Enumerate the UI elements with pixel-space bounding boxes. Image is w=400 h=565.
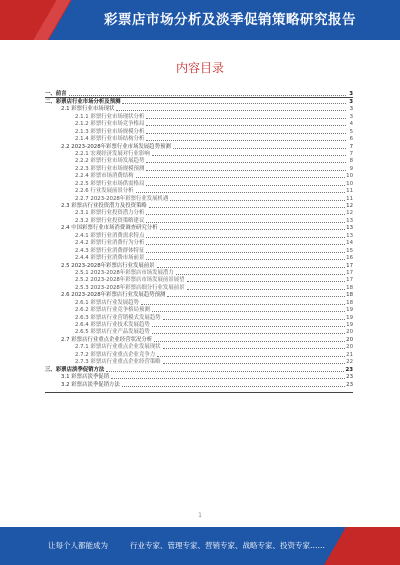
toc-entry-label: 2.3 彩票店行业投资潜力及投资策略: [61, 203, 147, 209]
toc-entry-page: 15: [346, 247, 353, 254]
toc-leader-dots: [146, 259, 345, 260]
toc-entry-page: 3: [349, 106, 353, 113]
toc-entry-label: 2.7.1 彩票店行业重点企业发展现状: [75, 344, 161, 351]
toc-leader-dots: [146, 118, 346, 119]
toc-entry-page: 23: [345, 366, 353, 373]
toc-entry[interactable]: [45, 112, 353, 119]
toc-entry-label: 2.1.3 彩票行业市场规模分析: [75, 128, 145, 135]
toc-entry-page: 13: [346, 232, 353, 239]
toc-entry-label: 2.1.2 彩票行业市场竞争格局: [75, 121, 145, 128]
toc-entry-label: 2.3.2 彩票行业投资策略建议: [75, 217, 145, 224]
toc-entry[interactable]: [45, 135, 353, 142]
toc-entry-page: 20: [346, 329, 353, 336]
toc-leader-dots: [154, 341, 345, 342]
toc-entry-page: 20: [346, 344, 353, 351]
toc-leader-dots: [122, 103, 346, 104]
toc-entry[interactable]: [45, 224, 353, 231]
toc-leader-dots: [167, 296, 345, 297]
toc-entry[interactable]: [45, 306, 353, 313]
toc-leader-dots: [69, 95, 346, 96]
toc-leader-dots: [146, 140, 346, 141]
toc-leader-dots: [173, 148, 346, 149]
toc-entry-page: 9: [349, 165, 353, 172]
toc-entry-label: 三、彩票店淡季促销方法: [45, 366, 105, 373]
toc-leader-dots: [149, 207, 345, 208]
toc-entry-label: 2.2.5 彩票行业市场供需格局: [75, 180, 145, 187]
toc-entry[interactable]: [45, 97, 353, 104]
toc-entry-page: 10: [346, 180, 353, 187]
toc-entry-label: 2.6.1 彩票店行业发展趋势: [75, 299, 139, 306]
toc-entry-page: 14: [346, 240, 353, 247]
toc-entry-label: 2.1.4 彩票行业市场结构分析: [75, 136, 145, 143]
toc-entry[interactable]: [45, 105, 353, 112]
toc-entry-page: 10: [346, 173, 353, 180]
toc-entry[interactable]: [45, 254, 353, 261]
toc-entry[interactable]: [45, 380, 353, 387]
toc-entry-page: 12: [346, 203, 353, 209]
toc-leader-dots: [163, 348, 346, 349]
toc-entry[interactable]: [45, 291, 353, 298]
toc-entry-label: 2.4.4 彩票行业消费市场前景: [75, 255, 145, 262]
toc-entry[interactable]: [45, 90, 353, 97]
toc-leader-dots: [152, 155, 346, 156]
toc-entry-page: 21: [346, 351, 353, 358]
toc-entry[interactable]: [45, 187, 353, 194]
toc-leader-dots: [152, 311, 345, 312]
toc-divider-rule: [45, 392, 353, 393]
toc-entry[interactable]: [45, 365, 353, 372]
toc-entry-page: 7: [349, 143, 353, 150]
toc-entry[interactable]: [45, 358, 353, 365]
toc-entry-label: 2.5 2023-2028年彩票店行业发展前景: [61, 262, 155, 269]
toc-entry-page: 18: [346, 284, 353, 291]
toc-entry-page: 20: [346, 336, 353, 343]
toc-entry[interactable]: [45, 120, 353, 127]
toc-entry-page: 19: [346, 307, 353, 314]
toc-entry[interactable]: [45, 313, 353, 320]
toc-leader-dots: [187, 281, 346, 282]
toc-entry-page: 5: [349, 128, 353, 135]
toc-entry[interactable]: [45, 335, 353, 342]
toc-leader-dots: [157, 267, 346, 268]
toc-leader-dots: [146, 214, 345, 215]
toc-entry-page: 11: [346, 188, 353, 195]
toc-entry-label: 2.5.1 2023-2028年彩票店市场发展潜力: [75, 269, 174, 276]
toc-entry-label: 2.2.7 2023-2028年彩票行业发展机遇: [75, 195, 169, 202]
toc-entry[interactable]: [45, 216, 353, 223]
toc-entry-page: 19: [346, 322, 353, 328]
toc-leader-dots: [111, 378, 345, 379]
toc-entry-page: 22: [346, 359, 353, 366]
footer-banner: [0, 527, 400, 565]
toc-entry-label: 2.1 彩票行业市场现状: [61, 106, 115, 113]
toc-entry-page: 17: [346, 269, 353, 276]
toc-entry-label: 2.2.1 宏观经济发展对行业影响: [75, 150, 150, 157]
toc-entry-label: 2.7.3 彩票店行业重点企业经营策略: [75, 359, 161, 366]
toc-entry-label: 2.6 2023-2028年彩票店行业发展趋势预测: [61, 292, 166, 299]
toc-entry-label: 2.4.3 彩票行业消费群体特征: [75, 247, 145, 254]
toc-entry-page: 4: [349, 121, 353, 128]
toc-entry-label: 2.3.1 彩票行业投资潜力分析: [75, 210, 145, 217]
toc-leader-dots: [146, 222, 345, 223]
toc-leader-dots: [106, 371, 344, 372]
toc-entry[interactable]: [45, 261, 353, 268]
toc-entry-label: 2.4 中国彩票行业市场消费调查研究分析: [61, 225, 158, 232]
toc-entry-label: 3.1 彩票店淡季促销: [61, 374, 110, 381]
toc-leader-dots: [146, 170, 346, 171]
footer-red-stripe: [324, 527, 400, 565]
toc-entry[interactable]: [45, 164, 353, 171]
toc-entry-label: 2.2.6 行业发展前景分析: [75, 188, 134, 195]
toc-leader-dots: [160, 229, 346, 230]
toc-entry-page: 18: [346, 299, 353, 306]
toc-entry-page: 16: [346, 255, 353, 262]
toc-leader-dots: [141, 304, 345, 305]
toc-entry[interactable]: [45, 142, 353, 149]
toc-entry-label: 2.6.5 彩票店行业产品发展趋势: [75, 329, 150, 336]
toc-entry-page: 3: [349, 113, 353, 120]
toc-entry-label: 2.2.2 彩票行业市场发展趋势: [75, 158, 145, 165]
toc-leader-dots: [176, 274, 345, 275]
toc-entry-page: 11: [346, 195, 353, 202]
toc-entry-page: 18: [346, 292, 353, 299]
toc-entry[interactable]: [45, 298, 353, 305]
toc-entry-label: 2.7.2 彩票店行业重点企业竞争力: [75, 351, 156, 358]
toc-entry-label: 2.6.4 彩票店行业技术发展趋势: [75, 322, 150, 328]
toc-leader-dots: [116, 110, 346, 111]
toc-leader-dots: [170, 200, 345, 201]
toc-entry-page: 7: [349, 150, 353, 157]
toc-entry[interactable]: [45, 276, 353, 283]
toc-entry-page: 17: [346, 277, 353, 284]
toc-entry-page: 13: [346, 225, 353, 232]
toc-entry[interactable]: [45, 179, 353, 186]
toc-entry-label: 2.4.1 彩票行业消费需求特点: [75, 232, 145, 239]
toc-entry-page: 6: [349, 136, 353, 143]
toc-entry-label: 2.6.3 彩票店行业营销模式发展趋势: [75, 314, 161, 321]
toc-leader-dots: [157, 356, 345, 357]
toc-entry-label: 一、前言: [45, 91, 67, 98]
toc-entry-label: 2.5.3 2023-2028年彩票店细分行业发展前景: [75, 284, 185, 291]
toc-entry[interactable]: [45, 350, 353, 357]
toc-leader-dots: [187, 289, 346, 290]
toc-entry-label: 2.2 2023-2028年彩票行业市场发展趋势预测: [61, 143, 171, 150]
toc-entry-page: 3: [349, 98, 353, 105]
toc-entry-label: 2.6.2 彩票店行业竞争格局预测: [75, 307, 150, 314]
toc-entry-label: 2.2.3 彩票行业市场规模预测: [75, 165, 145, 172]
toc-entry-page: 23: [346, 381, 353, 388]
toc-entry[interactable]: [45, 373, 353, 380]
report-title: 彩票店市场分析及淡季促销策略研究报告: [104, 12, 356, 28]
toc-entry-page: 13: [346, 217, 353, 224]
toc-entry-label: 2.2.4 彩票市场消费结构: [75, 173, 134, 180]
toc-entry-label: 3.2 彩票店淡季促销方法: [61, 381, 120, 388]
toc-entry[interactable]: [45, 150, 353, 157]
toc-leader-dots: [122, 386, 345, 387]
toc-entry[interactable]: [45, 202, 353, 209]
toc-entry[interactable]: [45, 239, 353, 246]
toc-leader-dots: [136, 177, 346, 178]
toc-entry-label: 二、彩票店行业市场分析及预测: [45, 98, 121, 105]
header-banner: [0, 0, 400, 40]
toc-entry[interactable]: [45, 328, 353, 335]
toc-entry[interactable]: [45, 209, 353, 216]
toc-leader-dots: [146, 162, 346, 163]
toc-entry-page: 3: [349, 91, 353, 98]
toc-leader-dots: [152, 333, 345, 334]
footer-slogan: 让每个人都能成为: [48, 541, 108, 550]
toc-entry[interactable]: [45, 269, 353, 276]
toc-entry-page: 23: [346, 374, 353, 381]
toc-entry[interactable]: [45, 231, 353, 238]
page-number: 1: [198, 512, 202, 519]
toc-entry-page: 17: [346, 262, 353, 269]
toc-leader-dots: [146, 185, 345, 186]
table-of-contents: [45, 90, 353, 388]
toc-entry[interactable]: [45, 283, 353, 290]
toc-leader-dots: [152, 326, 345, 327]
toc-entry-page: 12: [346, 210, 353, 217]
toc-entry[interactable]: [45, 343, 353, 350]
toc-leader-dots: [163, 319, 346, 320]
toc-entry[interactable]: [45, 194, 353, 201]
toc-entry[interactable]: [45, 321, 353, 328]
footer-tagline: 行业专家、管理专家、营销专家、战略专家、投资专家……: [130, 541, 325, 550]
toc-leader-dots: [146, 252, 345, 253]
toc-leader-dots: [146, 133, 346, 134]
toc-leader-dots: [146, 125, 346, 126]
toc-entry-page: 8: [349, 158, 353, 165]
toc-entry-label: 2.5.2 2023-2028年彩票店市场发展前景展望: [75, 277, 185, 284]
toc-leader-dots: [136, 192, 346, 193]
toc-entry-label: 2.7 彩票店行业重点企业经营状况分析: [61, 336, 153, 343]
toc-leader-dots: [146, 237, 345, 238]
toc-leader-dots: [146, 244, 345, 245]
toc-entry[interactable]: [45, 157, 353, 164]
toc-entry[interactable]: [45, 127, 353, 134]
toc-entry-page: 19: [346, 314, 353, 321]
toc-entry-label: 2.4.2 彩票行业消费行为分析: [75, 240, 145, 247]
toc-entry[interactable]: [45, 172, 353, 179]
toc-entry[interactable]: [45, 246, 353, 253]
toc-heading: 内容目录: [175, 61, 224, 75]
toc-entry-label: 2.1.1 彩票行业市场现状分析: [75, 113, 145, 120]
toc-leader-dots: [163, 363, 346, 364]
